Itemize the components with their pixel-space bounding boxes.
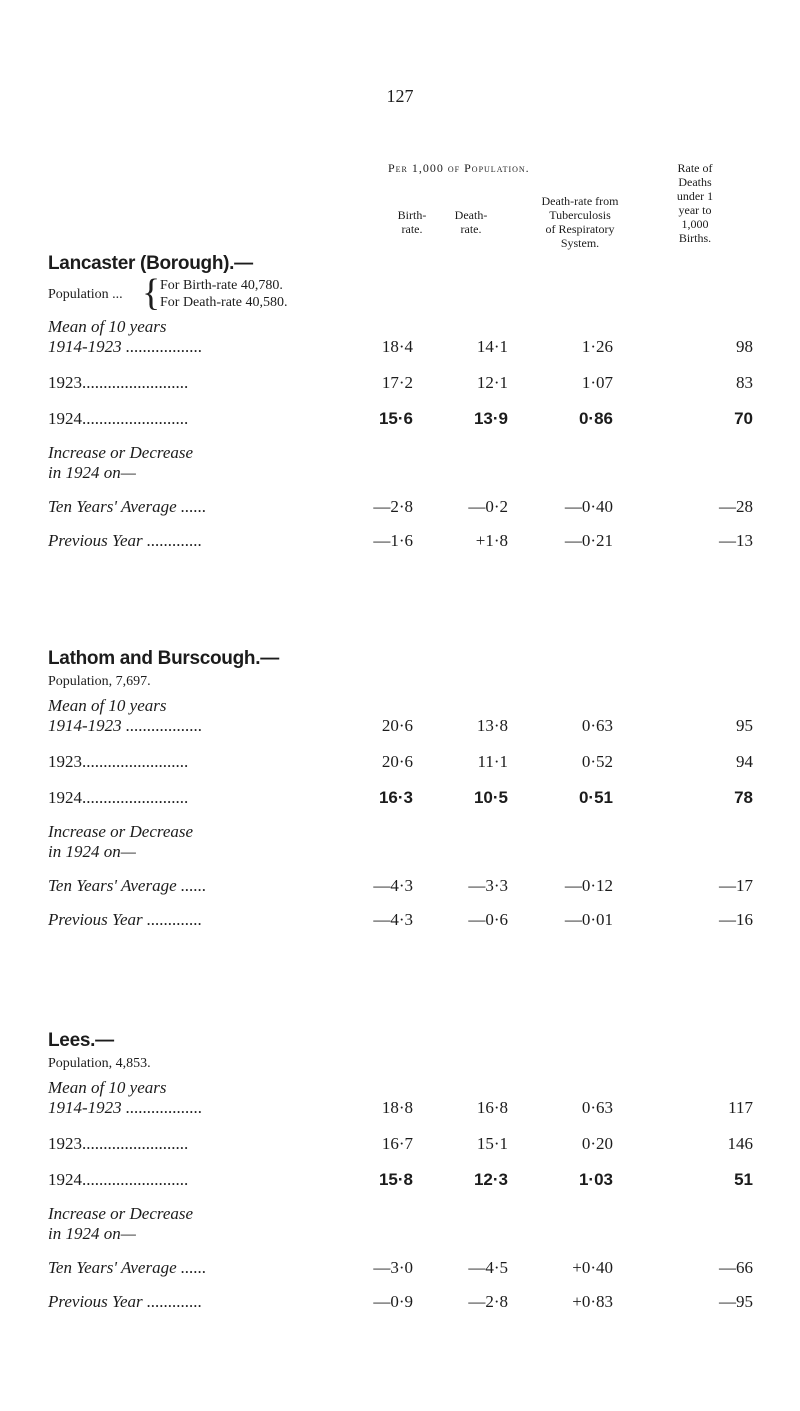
change-label-line-2: in 1924 on— [48, 463, 136, 482]
infant-rate-value: 117 [728, 1098, 753, 1117]
birth-rate-value: 17·2 [381, 373, 413, 392]
birth-rate-value: 20·6 [381, 716, 413, 735]
tb-rate-value: +0·83 [572, 1292, 613, 1311]
mean-label: Mean of 10 years [48, 1078, 167, 1097]
brace-icon: { [142, 272, 161, 314]
change-label-line-1: Increase or Decrease [48, 443, 194, 462]
table-row [48, 337, 768, 373]
population-block [48, 272, 768, 314]
infant-rate-value: 95 [736, 716, 753, 735]
infant-rate-value: —28 [719, 497, 753, 516]
infant-rate-value: —66 [719, 1258, 753, 1277]
death-rate-value: 14·1 [476, 337, 508, 356]
birth-rate-value: —1·6 [373, 531, 413, 550]
death-rate-value: —3·3 [468, 876, 508, 895]
table-row [48, 788, 768, 822]
infant-rate-value: 146 [727, 1134, 753, 1153]
birth-rate-value: 16·3 [378, 788, 413, 807]
header-tb-rate [510, 194, 650, 250]
table-row [48, 1292, 768, 1326]
tb-rate-value: 0·86 [578, 409, 613, 428]
birth-rate-value: 20·6 [381, 752, 413, 771]
tb-rate-value: —0·01 [564, 910, 613, 929]
header-death-rate-text: Death- rate. [454, 208, 488, 236]
tb-rate-value: +0·40 [572, 1258, 613, 1277]
place-heading: Lees.— [48, 1030, 114, 1051]
birth-rate-value: 15·6 [378, 409, 413, 428]
birth-rate-value: —4·3 [373, 910, 413, 929]
tb-rate-value: 0·63 [581, 1098, 613, 1117]
row-label: 1923......................... [48, 1134, 189, 1153]
place-heading: Lathom and Burscough.— [48, 648, 279, 669]
population-text: Population, 7,697. [48, 674, 151, 689]
table-row [48, 409, 768, 443]
change-label-line-2: in 1924 on— [48, 842, 136, 861]
infant-rate-value: —13 [719, 531, 753, 550]
birth-rate-value: 18·8 [381, 1098, 413, 1117]
place-heading: Lancaster (Borough).— [48, 253, 253, 274]
tb-rate-value: 0·20 [581, 1134, 613, 1153]
row-label: 1914-1923 .................. [48, 716, 203, 735]
change-label [48, 1204, 768, 1244]
death-rate-value: 12·3 [473, 1170, 508, 1189]
table-row [48, 1134, 768, 1170]
change-label [48, 443, 768, 483]
birth-rate-value: —0·9 [373, 1292, 413, 1311]
tb-rate-value: 1·03 [578, 1170, 613, 1189]
tb-rate-value: —0·12 [564, 876, 613, 895]
infant-rate-value: 98 [736, 337, 753, 356]
change-label [48, 822, 768, 862]
mean-label: Mean of 10 years [48, 696, 167, 715]
death-rate-value: —0·2 [468, 497, 508, 516]
table-row [48, 910, 768, 944]
infant-rate-value: 78 [734, 788, 753, 807]
page-number: 127 [386, 86, 414, 106]
change-label-line-2: in 1924 on— [48, 1224, 136, 1243]
tb-rate-value: 0·51 [578, 788, 613, 807]
table-row [48, 752, 768, 788]
row-label: 1924......................... [48, 1170, 189, 1189]
change-label-line-1: Increase or Decrease [48, 1204, 194, 1223]
table-row [48, 1170, 768, 1204]
row-label: Previous Year ............. [48, 1292, 203, 1311]
table-row [48, 531, 768, 565]
row-label: 1914-1923 .................. [48, 1098, 203, 1117]
change-label-line-1: Increase or Decrease [48, 822, 194, 841]
row-label: Ten Years' Average ...... [48, 497, 207, 516]
death-rate-value: —2·8 [468, 1292, 508, 1311]
population-birth: For Birth-rate 40,780. [160, 278, 283, 293]
infant-rate-value: —16 [719, 910, 753, 929]
row-label: Previous Year ............. [48, 910, 203, 929]
death-rate-value: 13·9 [473, 409, 508, 428]
table-row [48, 876, 768, 910]
population-label: Population ... [48, 287, 123, 302]
tb-rate-value: 0·63 [581, 716, 613, 735]
table-row [48, 497, 768, 531]
death-rate-value: 12·1 [476, 373, 508, 392]
table-row [48, 1098, 768, 1134]
section-lees [48, 1030, 768, 1326]
birth-rate-value: —2·8 [373, 497, 413, 516]
tb-rate-value: 1·07 [581, 373, 613, 392]
birth-rate-value: —4·3 [373, 876, 413, 895]
infant-rate-value: 70 [734, 409, 753, 428]
header-infant-rate-text: Rate of Deaths under 1 year to 1,000 Births. [676, 161, 714, 245]
birth-rate-value: 15·8 [378, 1170, 413, 1189]
death-rate-value: 10·5 [473, 788, 508, 807]
section-lancaster [48, 253, 768, 565]
header-death-rate [436, 208, 506, 236]
infant-rate-value: —17 [719, 876, 753, 895]
infant-rate-value: 51 [734, 1170, 753, 1189]
row-label: 1914-1923 .................. [48, 337, 203, 356]
section-lathom-burscough [48, 648, 768, 944]
header-tb-rate-text: Death-rate from Tuberculosis of Respiratory System. [541, 194, 619, 250]
row-label: 1924......................... [48, 409, 189, 428]
death-rate-value: 11·1 [477, 752, 508, 771]
header-birth-rate-text: Birth- rate. [397, 208, 427, 236]
death-rate-value: +1·8 [475, 531, 508, 550]
death-rate-value: 16·8 [476, 1098, 508, 1117]
death-rate-value: 13·8 [476, 716, 508, 735]
infant-rate-value: 83 [736, 373, 753, 392]
infant-rate-value: —95 [719, 1292, 753, 1311]
death-rate-value: —0·6 [468, 910, 508, 929]
birth-rate-value: —3·0 [373, 1258, 413, 1277]
row-label: Ten Years' Average ...... [48, 1258, 207, 1277]
row-label: 1923......................... [48, 752, 189, 771]
row-label: 1924......................... [48, 788, 189, 807]
header-per-population: Per 1,000 of Population. [388, 161, 530, 175]
row-label: Previous Year ............. [48, 531, 203, 550]
death-rate-value: —4·5 [468, 1258, 508, 1277]
tb-rate-value: —0·21 [564, 531, 613, 550]
infant-rate-value: 94 [736, 752, 753, 771]
table-row [48, 716, 768, 752]
birth-rate-value: 16·7 [381, 1134, 413, 1153]
population-death: For Death-rate 40,580. [160, 295, 288, 310]
header-infant-rate [640, 161, 750, 245]
tb-rate-value: 0·52 [581, 752, 613, 771]
row-label: 1923......................... [48, 373, 189, 392]
mean-label: Mean of 10 years [48, 317, 167, 336]
death-rate-value: 15·1 [476, 1134, 508, 1153]
population-text: Population, 4,853. [48, 1056, 151, 1071]
tb-rate-value: —0·40 [564, 497, 613, 516]
birth-rate-value: 18·4 [381, 337, 413, 356]
table-row [48, 373, 768, 409]
row-label: Ten Years' Average ...... [48, 876, 207, 895]
tb-rate-value: 1·26 [581, 337, 613, 356]
table-row [48, 1258, 768, 1292]
header-birth-rate [382, 208, 442, 236]
